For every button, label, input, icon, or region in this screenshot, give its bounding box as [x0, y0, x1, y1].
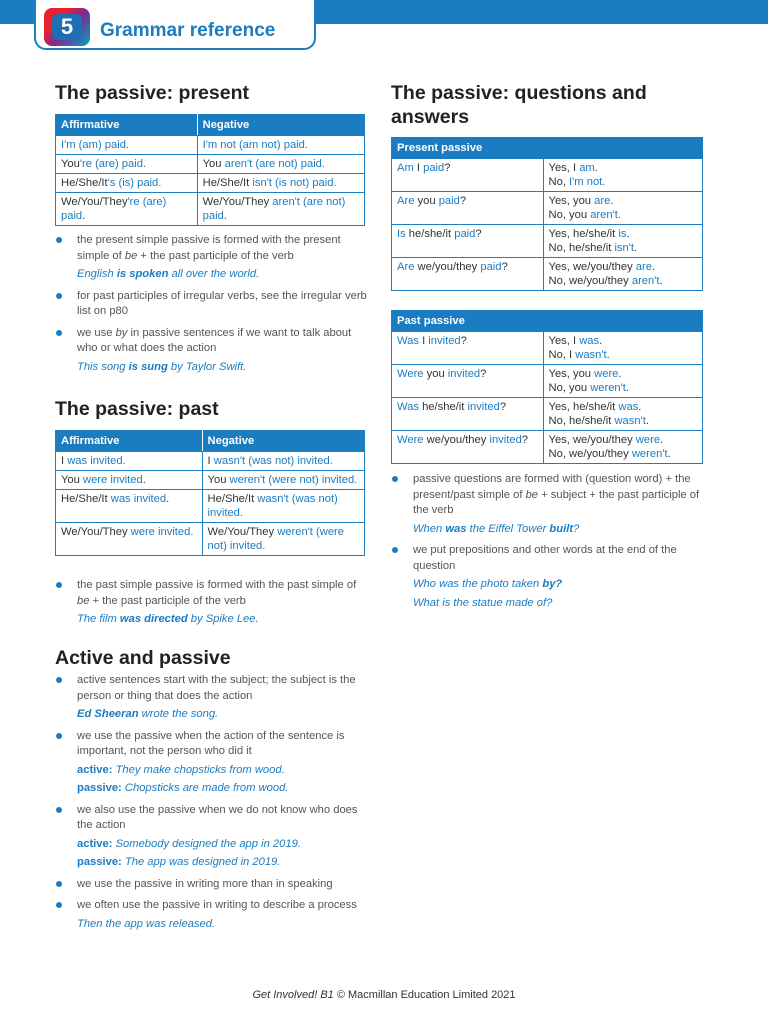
active-heading: Active and passive — [55, 647, 231, 669]
note-text: we also use the passive when we do not know who does the action — [77, 803, 358, 831]
bullet-icon — [56, 293, 62, 299]
table-row — [392, 192, 703, 225]
col-negative: Negative — [197, 115, 364, 136]
bullet-icon — [56, 807, 62, 813]
question-cell: Was I invited? — [392, 332, 544, 365]
table-row — [392, 159, 703, 192]
past-table — [55, 430, 365, 556]
example-sentence: The film was directed by Spike Lee. — [77, 613, 259, 625]
table-row — [56, 490, 365, 523]
questions-heading: The passive: questions and answers — [391, 82, 647, 128]
affirmative-cell: You're (are) paid. — [56, 155, 198, 174]
list-item — [55, 578, 367, 628]
unit-badge — [44, 8, 90, 46]
bullet-icon — [392, 547, 398, 553]
table-row — [56, 193, 365, 226]
active-notes — [55, 673, 367, 938]
example-sentence: What is the statue made of? — [413, 596, 553, 609]
example-sentence: English is spoken all over the world. — [77, 268, 260, 280]
affirmative-cell: We/You/They were invited. — [56, 523, 203, 556]
answer-cell: Yes, he/she/it was. No, he/she/it wasn't. — [543, 398, 702, 431]
list-item — [55, 729, 367, 797]
answer-cell: Yes, we/you/they are. No, we/you/they aren't. — [543, 258, 702, 291]
note-text: we use by in passive sentences if we want to talk about who or what does the action — [77, 326, 352, 354]
table-row — [392, 398, 703, 431]
question-cell: Are we/you/they paid? — [392, 258, 544, 291]
list-item — [55, 877, 367, 893]
table-row — [392, 431, 703, 464]
answer-cell: Yes, you are. No, you aren't. — [543, 192, 702, 225]
question-cell: Were we/you/they invited? — [392, 431, 544, 464]
note-text: we use the passive when the action of the sentence is important, not the person who did it — [77, 729, 345, 757]
section-title: Grammar reference — [100, 20, 276, 41]
list-item — [55, 898, 367, 932]
answer-cell: Yes, we/you/they were. No, we/you/they weren't. — [543, 431, 702, 464]
table-row — [392, 258, 703, 291]
affirmative-cell: I was invited. — [56, 452, 203, 471]
list-item — [55, 673, 367, 723]
answer-cell: Yes, he/she/it is. No, he/she/it isn't. — [543, 225, 702, 258]
bullet-icon — [56, 582, 62, 588]
question-cell: Are you paid? — [392, 192, 544, 225]
table-row — [392, 225, 703, 258]
past-passive-header: Past passive — [392, 311, 703, 332]
bullet-icon — [56, 733, 62, 739]
example-sentence: passive: The app was designed in 2019. — [77, 856, 281, 868]
answer-cell: Yes, I am. No, I'm not. — [543, 159, 702, 192]
question-cell: Was he/she/it invited? — [392, 398, 544, 431]
affirmative-cell: You were invited. — [56, 471, 203, 490]
note-text: we often use the passive in writing to describe a process — [77, 899, 357, 911]
list-item — [55, 803, 367, 871]
bullet-icon — [56, 881, 62, 887]
example-sentence: Then the app was released. — [77, 917, 216, 930]
affirmative-cell: I'm (am) paid. — [56, 136, 198, 155]
answer-cell: Yes, you were. No, you weren't. — [543, 365, 702, 398]
example-sentence: Ed Sheeran wrote the song. — [77, 708, 219, 720]
negative-cell: I wasn't (was not) invited. — [202, 452, 364, 471]
note-text: active sentences start with the subject; the subject is the person or thing that does the action — [77, 674, 356, 702]
table-row — [392, 365, 703, 398]
list-item — [55, 289, 367, 320]
questions-notes — [391, 472, 703, 617]
unit-number: 5 — [52, 14, 82, 40]
negative-cell: He/She/It wasn't (was not) invited. — [202, 490, 364, 523]
present-notes — [55, 233, 367, 381]
note-text: the present simple passive is formed with the present simple of be + the past participle of the verb — [77, 234, 341, 262]
example-sentence: This song is sung by Taylor Swift. — [77, 360, 247, 373]
negative-cell: You weren't (were not) invited. — [202, 471, 364, 490]
table-row — [392, 332, 703, 365]
bullet-icon — [56, 237, 62, 243]
bullet-icon — [392, 476, 398, 482]
bullet-icon — [56, 330, 62, 336]
negative-cell: You aren't (are not) paid. — [197, 155, 364, 174]
present-passive-table — [391, 137, 703, 291]
list-item — [55, 233, 367, 283]
past-notes — [55, 578, 367, 634]
affirmative-cell: He/She/It's (is) paid. — [56, 174, 198, 193]
negative-cell: We/You/They aren't (are not) paid. — [197, 193, 364, 226]
table-row — [56, 174, 365, 193]
footer — [0, 989, 768, 1001]
bullet-icon — [56, 902, 62, 908]
affirmative-cell: He/She/It was invited. — [56, 490, 203, 523]
present-passive-header: Present passive — [392, 138, 703, 159]
note-text: we use the passive in writing more than in speaking — [77, 877, 333, 890]
example-sentence: Who was the photo taken by? — [413, 578, 563, 590]
negative-cell: I'm not (am not) paid. — [197, 136, 364, 155]
example-sentence: When was the Eiffel Tower built? — [413, 522, 580, 535]
col-negative: Negative — [202, 431, 364, 452]
present-table — [55, 114, 365, 226]
question-cell: Am I paid? — [392, 159, 544, 192]
col-affirmative: Affirmative — [56, 115, 198, 136]
note-text: we put prepositions and other words at the end of the question — [413, 544, 677, 572]
affirmative-cell: We/You/They're (are) paid. — [56, 193, 198, 226]
present-heading: The passive: present — [55, 82, 249, 104]
list-item — [391, 543, 703, 611]
book-title: Get Involved! B1 — [252, 989, 334, 1001]
negative-cell: He/She/It isn't (is not) paid. — [197, 174, 364, 193]
list-item — [55, 326, 367, 376]
table-row — [56, 471, 365, 490]
question-cell: Is he/she/it paid? — [392, 225, 544, 258]
note-text: for past participles of irregular verbs, see the irregular verb list on p80 — [77, 289, 367, 317]
table-row — [56, 452, 365, 471]
past-heading: The passive: past — [55, 398, 219, 420]
past-passive-table — [391, 310, 703, 464]
negative-cell: We/You/They weren't (were not) invited. — [202, 523, 364, 556]
answer-cell: Yes, I was. No, I wasn't. — [543, 332, 702, 365]
table-row — [56, 155, 365, 174]
table-row — [56, 136, 365, 155]
example-sentence: active: They make chopsticks from wood. — [77, 763, 285, 776]
question-cell: Were you invited? — [392, 365, 544, 398]
list-item — [391, 472, 703, 537]
table-row — [56, 523, 365, 556]
example-sentence: active: Somebody designed the app in 2019. — [77, 837, 301, 850]
col-affirmative: Affirmative — [56, 431, 203, 452]
copyright: © Macmillan Education Limited 2021 — [333, 989, 516, 1001]
example-sentence: passive: Chopsticks are made from wood. — [77, 782, 289, 794]
bullet-icon — [56, 677, 62, 683]
note-text: the past simple passive is formed with the past simple of be + the past participle of the verb — [77, 579, 357, 607]
note-text: passive questions are formed with (question word) + the present/past simple of be + subject + the past participle of the verb — [413, 473, 700, 516]
